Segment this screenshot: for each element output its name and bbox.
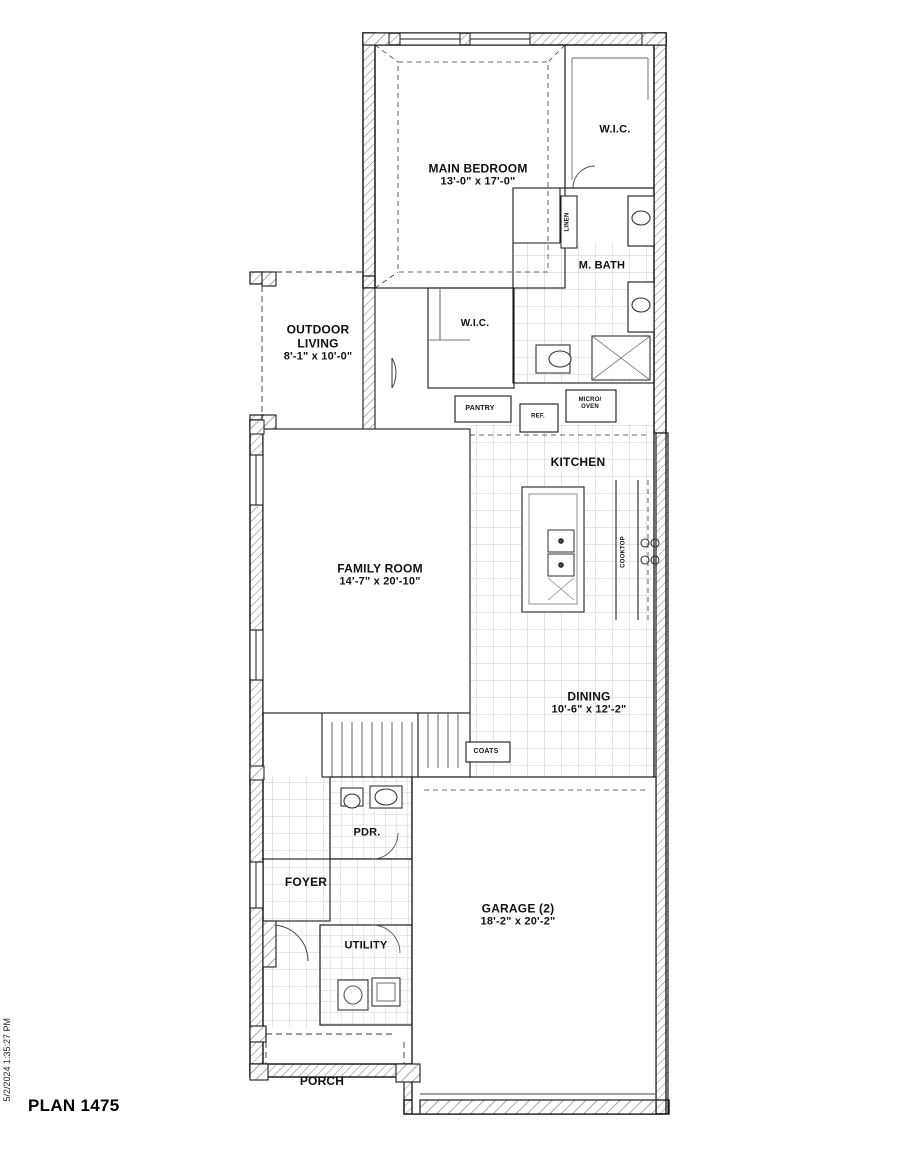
room-label	[481, 901, 556, 928]
powder-room	[330, 777, 412, 859]
room-label	[599, 124, 630, 137]
room-label	[461, 318, 489, 330]
room-label	[552, 689, 627, 716]
room-dimensions: 10'-6" x 12'-2"	[551, 703, 627, 716]
room-label	[285, 875, 327, 889]
room-dimensions: 18'-2" x 20'-2"	[480, 915, 556, 928]
room-name: FAMILY ROOM	[337, 561, 423, 576]
room-name: W.I.C.	[460, 318, 490, 330]
room-name: LINEN	[564, 212, 571, 232]
room-name: W.I.C.	[599, 123, 631, 136]
print-timestamp: 5/2/2024 1:35:27 PM	[2, 1018, 12, 1102]
room-label	[337, 561, 423, 588]
room-name: PORCH	[299, 1073, 345, 1088]
room-label	[579, 397, 602, 411]
room-dimensions: 14'-7" x 20'-10"	[339, 575, 421, 588]
room-name: REF.	[531, 413, 545, 420]
room-name: UTILITY	[344, 939, 388, 952]
room-dimensions: 13'-0" x 17'-0"	[440, 175, 516, 188]
room-label	[551, 455, 606, 469]
room-label	[345, 940, 388, 953]
room-label	[300, 1074, 344, 1088]
room-name: FOYER	[284, 874, 328, 889]
page-title: PLAN 1475	[28, 1096, 120, 1115]
room-label	[474, 748, 499, 756]
room-label	[284, 322, 353, 363]
garage-area	[412, 777, 656, 1114]
room-name: DINING	[567, 689, 611, 704]
room-name: OUTDOOR LIVING	[286, 322, 350, 351]
room-label	[620, 536, 627, 568]
room-name: PANTRY	[465, 404, 495, 412]
room-name: KITCHEN	[550, 454, 606, 469]
room-label	[531, 413, 545, 420]
room-name: COATS	[473, 747, 499, 755]
room-dimensions: 8'-1" x 10'-0"	[283, 350, 353, 363]
room-name: MAIN BEDROOM	[428, 161, 528, 176]
room-name: PDR.	[353, 826, 381, 839]
room-name: M. BATH	[578, 259, 626, 272]
room-name: MICRO/ OVEN	[578, 396, 602, 410]
room-name: COOKTOP	[620, 536, 627, 568]
room-label	[564, 213, 571, 232]
room-label	[428, 161, 527, 188]
room-label	[465, 405, 494, 413]
room-label	[579, 260, 625, 273]
room-name: GARAGE (2)	[481, 901, 555, 916]
room-label	[353, 827, 380, 840]
